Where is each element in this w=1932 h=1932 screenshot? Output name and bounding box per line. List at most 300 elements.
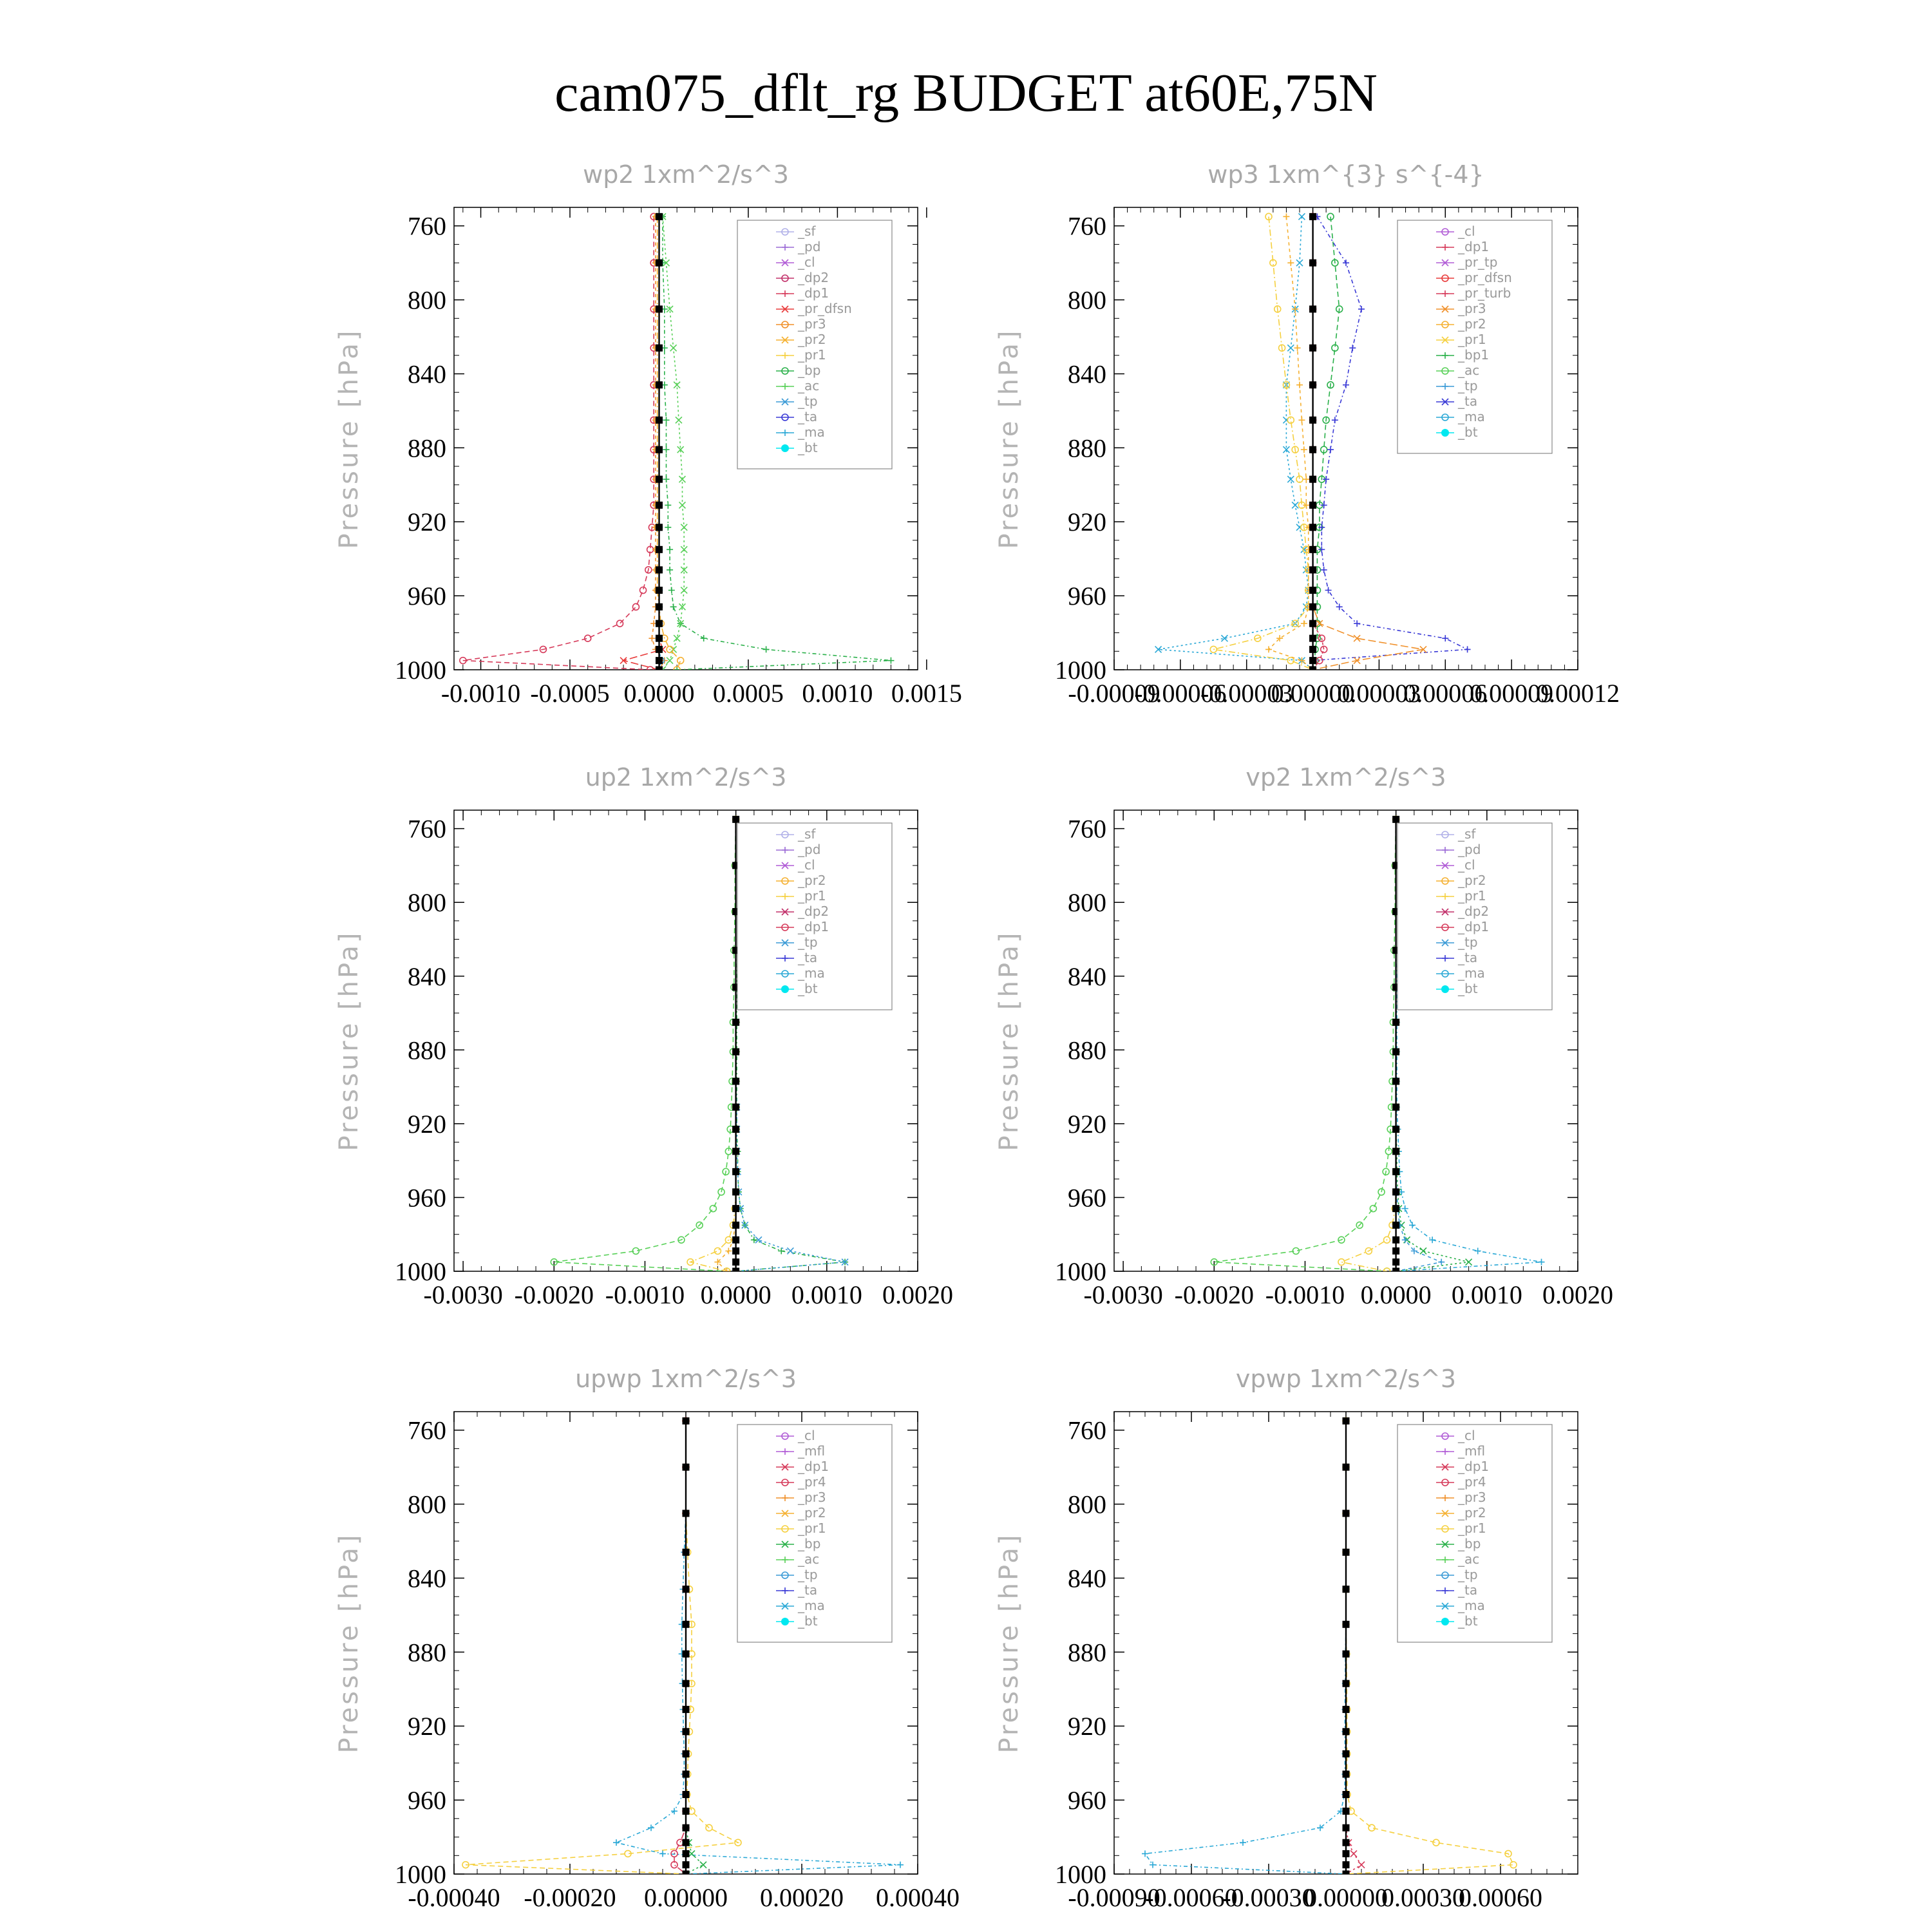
x-tick-label: -0.00040 bbox=[408, 1883, 500, 1912]
data-point bbox=[1442, 635, 1448, 641]
data-point bbox=[1343, 1417, 1349, 1424]
y-tick-label: 840 bbox=[1068, 1564, 1106, 1593]
legend-entry: _pr3 bbox=[1458, 301, 1486, 316]
data-point bbox=[683, 1871, 689, 1877]
data-point bbox=[1310, 476, 1316, 482]
data-point bbox=[1393, 1019, 1399, 1025]
data-point bbox=[1475, 1247, 1481, 1254]
legend-entry: _cl bbox=[798, 254, 815, 270]
data-point bbox=[1393, 1268, 1399, 1274]
data-point bbox=[667, 567, 673, 573]
legend bbox=[1397, 1425, 1552, 1642]
data-point bbox=[1310, 306, 1316, 312]
y-tick-label: 840 bbox=[408, 359, 446, 389]
series-line-pr_dfsn bbox=[623, 216, 663, 670]
x-tick-label: 0.0010 bbox=[1451, 1280, 1522, 1309]
data-point bbox=[733, 1236, 739, 1243]
legend-entry: _pr1 bbox=[1458, 888, 1486, 904]
legend-entry: _pd bbox=[1458, 842, 1481, 857]
y-tick-label: 800 bbox=[408, 285, 446, 315]
data-point bbox=[663, 446, 670, 453]
y-tick-label: 1000 bbox=[395, 1860, 446, 1889]
data-point bbox=[1343, 1586, 1349, 1593]
series-line-ac bbox=[663, 216, 684, 670]
data-point bbox=[674, 635, 680, 641]
legend-entry: _ma bbox=[798, 965, 825, 981]
data-point bbox=[1294, 345, 1301, 351]
data-point bbox=[681, 524, 687, 531]
data-point bbox=[1343, 1750, 1349, 1757]
data-point bbox=[1343, 1850, 1349, 1857]
series-line-dp1 bbox=[1346, 1421, 1361, 1874]
data-point bbox=[1310, 603, 1316, 610]
y-tick-label: 880 bbox=[408, 1638, 446, 1667]
legend-entry: _pr2 bbox=[798, 332, 826, 347]
legend-entry: _ta bbox=[798, 950, 818, 965]
data-point bbox=[1393, 1126, 1399, 1132]
legend-entry: _pr1 bbox=[798, 347, 826, 363]
legend bbox=[737, 1425, 892, 1642]
data-point bbox=[733, 816, 739, 822]
data-point bbox=[1393, 1048, 1399, 1055]
data-point bbox=[683, 1808, 689, 1814]
legend-entry: _sf bbox=[798, 826, 816, 842]
series-line-pr1 bbox=[1341, 819, 1396, 1271]
x-tick-label: 0.0015 bbox=[891, 679, 962, 708]
x-tick-label: 0.00003 bbox=[1337, 679, 1421, 708]
data-point bbox=[681, 587, 687, 594]
legend-entry: _mfl bbox=[798, 1443, 826, 1459]
x-tick-label: 0.00040 bbox=[876, 1883, 960, 1912]
x-tick-label: 0.00012 bbox=[1536, 679, 1620, 708]
legend-entry: _cl bbox=[798, 1428, 815, 1443]
x-tick-label: -0.0010 bbox=[605, 1280, 685, 1309]
y-axis-label: Pressure [hPa] bbox=[994, 328, 1024, 549]
legend-entry: _ma bbox=[1458, 409, 1485, 424]
data-point bbox=[1393, 1078, 1399, 1084]
data-point bbox=[656, 446, 662, 453]
legend-entry: _pr1 bbox=[798, 1520, 826, 1536]
data-point bbox=[1310, 587, 1316, 594]
data-point bbox=[1358, 306, 1365, 312]
data-point bbox=[1283, 213, 1289, 220]
data-point bbox=[733, 1168, 739, 1175]
data-point bbox=[1343, 1549, 1349, 1555]
data-point bbox=[1287, 345, 1294, 351]
legend-entry: _dp1 bbox=[1458, 919, 1490, 934]
data-point bbox=[1343, 1680, 1349, 1687]
x-tick-label: -0.00020 bbox=[524, 1883, 616, 1912]
legend-entry: _dp2 bbox=[798, 270, 829, 285]
data-point bbox=[1327, 446, 1334, 453]
x-tick-label: -0.0020 bbox=[1174, 1280, 1254, 1309]
x-tick-label: -0.0005 bbox=[530, 679, 610, 708]
data-point bbox=[670, 603, 677, 610]
data-point bbox=[733, 1078, 739, 1084]
data-point bbox=[683, 1651, 689, 1657]
data-point bbox=[1298, 213, 1305, 220]
legend-entry: _pr1 bbox=[798, 888, 826, 904]
legend-entry: _ac bbox=[1458, 363, 1480, 378]
figure-title: cam075_dflt_rg BUDGET at60E,75N bbox=[554, 63, 1378, 123]
data-point bbox=[701, 635, 707, 641]
y-tick-label: 960 bbox=[408, 1183, 446, 1213]
x-tick-label: 0.00060 bbox=[1459, 1883, 1542, 1912]
legend-entry: _pd bbox=[798, 842, 821, 857]
chart-panel-4 bbox=[994, 763, 1613, 1309]
panel-title: vpwp 1xm^2/s^3 bbox=[1235, 1365, 1457, 1393]
data-point bbox=[679, 476, 685, 482]
panel-title: wp3 1xm^{3} s^{-4} bbox=[1208, 160, 1484, 189]
legend-entry: _ta bbox=[798, 1582, 818, 1598]
data-point bbox=[1539, 1259, 1545, 1265]
data-point bbox=[1464, 646, 1471, 652]
data-point bbox=[733, 1247, 739, 1254]
data-point bbox=[887, 658, 894, 664]
legend-entry: _cl bbox=[1458, 223, 1475, 239]
legend-entry: _cl bbox=[1458, 1428, 1475, 1443]
data-point bbox=[733, 1048, 739, 1055]
data-point bbox=[1310, 667, 1316, 673]
y-tick-label: 760 bbox=[1068, 211, 1106, 241]
y-tick-label: 960 bbox=[1068, 1183, 1106, 1213]
data-point bbox=[668, 587, 675, 594]
data-point bbox=[1393, 1104, 1399, 1110]
legend-entry: _bt bbox=[1458, 981, 1478, 996]
data-point bbox=[1310, 417, 1316, 423]
y-axis-label: Pressure [hPa] bbox=[334, 328, 364, 549]
y-tick-label: 960 bbox=[408, 582, 446, 611]
data-point bbox=[671, 1808, 677, 1814]
y-tick-label: 880 bbox=[1068, 1638, 1106, 1667]
data-point bbox=[1343, 1808, 1349, 1814]
data-point bbox=[1343, 1621, 1349, 1627]
data-point bbox=[656, 502, 662, 508]
y-tick-label: 800 bbox=[408, 888, 446, 918]
legend bbox=[737, 823, 892, 1010]
data-point bbox=[778, 1247, 784, 1254]
data-point bbox=[1438, 1259, 1444, 1265]
data-point bbox=[677, 658, 684, 664]
panel-title: vp2 1xm^2/s^3 bbox=[1245, 763, 1446, 791]
data-point bbox=[1393, 1247, 1399, 1254]
y-tick-label: 920 bbox=[408, 1712, 446, 1741]
legend-entry: _dp2 bbox=[798, 904, 829, 919]
data-point bbox=[733, 1104, 739, 1110]
data-point bbox=[1343, 1871, 1349, 1877]
legend-entry: _ac bbox=[798, 1551, 820, 1567]
data-point bbox=[1321, 567, 1327, 573]
series-line-pr1 bbox=[690, 819, 736, 1271]
legend-marker bbox=[1441, 429, 1449, 437]
data-point bbox=[1310, 567, 1316, 573]
panel-title: up2 1xm^2/s^3 bbox=[585, 763, 787, 791]
y-tick-label: 760 bbox=[408, 814, 446, 844]
legend-marker bbox=[1441, 1618, 1449, 1625]
legend-entry: _pr_dfsn bbox=[1458, 270, 1512, 285]
legend-entry: _dp2 bbox=[1458, 904, 1490, 919]
legend-entry: _mfl bbox=[1458, 1443, 1486, 1459]
legend-entry: _pr1 bbox=[1458, 332, 1486, 347]
data-point bbox=[1310, 260, 1316, 266]
x-tick-label: 0.00000 bbox=[1271, 679, 1355, 708]
data-point bbox=[1310, 635, 1316, 641]
data-point bbox=[613, 1839, 620, 1846]
x-tick-label: 0.00009 bbox=[1470, 679, 1554, 708]
data-point bbox=[683, 1862, 689, 1868]
y-tick-label: 920 bbox=[1068, 1712, 1106, 1741]
y-tick-label: 920 bbox=[408, 1109, 446, 1139]
legend-entry: _pr3 bbox=[798, 1490, 826, 1505]
series-line-pr2 bbox=[658, 216, 681, 670]
legend-entry: _pr_dfsn bbox=[798, 301, 852, 316]
legend-marker bbox=[781, 1618, 789, 1625]
data-point bbox=[1349, 345, 1356, 351]
legend-marker bbox=[781, 444, 789, 452]
data-point bbox=[656, 213, 662, 220]
legend-entry: _bp bbox=[1458, 1536, 1481, 1551]
legend-entry: _sf bbox=[798, 223, 816, 239]
legend-entry: _ta bbox=[1458, 1582, 1478, 1598]
legend-entry: _ma bbox=[1458, 1598, 1485, 1613]
data-point bbox=[665, 524, 671, 531]
y-tick-label: 920 bbox=[1068, 1109, 1106, 1139]
data-point bbox=[733, 1126, 739, 1132]
data-point bbox=[683, 1706, 689, 1712]
legend-entry: _ta bbox=[798, 409, 818, 424]
data-point bbox=[1301, 620, 1307, 627]
y-tick-label: 1000 bbox=[395, 656, 446, 685]
legend-entry: _tp bbox=[798, 1567, 818, 1582]
data-point bbox=[617, 620, 623, 627]
data-point bbox=[656, 524, 662, 531]
legend-entry: _pr2 bbox=[1458, 873, 1486, 888]
data-point bbox=[656, 306, 662, 312]
data-point bbox=[648, 1824, 654, 1831]
legend-entry: _pr4 bbox=[1458, 1474, 1486, 1490]
data-point bbox=[683, 1621, 689, 1627]
legend-entry: _bp1 bbox=[1458, 347, 1490, 363]
chart-panel-5 bbox=[334, 1365, 960, 1912]
data-point bbox=[1402, 1206, 1408, 1212]
y-tick-label: 800 bbox=[408, 1490, 446, 1519]
legend-entry: _pr_turb bbox=[1458, 285, 1511, 301]
data-point bbox=[1343, 1510, 1349, 1517]
data-point bbox=[683, 1850, 689, 1857]
data-point bbox=[663, 476, 670, 482]
x-tick-label: 0.0010 bbox=[802, 679, 873, 708]
legend-entry: _dp1 bbox=[798, 285, 829, 301]
y-tick-label: 760 bbox=[1068, 814, 1106, 844]
y-tick-label: 880 bbox=[408, 1036, 446, 1065]
data-point bbox=[710, 1206, 716, 1212]
y-tick-label: 960 bbox=[1068, 582, 1106, 611]
legend-entry: _tp bbox=[798, 934, 818, 950]
chart-panel-1 bbox=[334, 160, 962, 708]
y-tick-label: 1000 bbox=[395, 1257, 446, 1286]
data-point bbox=[1310, 546, 1316, 553]
data-point bbox=[1393, 816, 1399, 822]
series-line-dp1 bbox=[554, 819, 735, 1271]
x-tick-label: -0.0030 bbox=[1083, 1280, 1163, 1309]
data-point bbox=[665, 502, 671, 508]
data-point bbox=[1310, 620, 1316, 627]
data-point bbox=[1142, 1850, 1148, 1857]
x-tick-label: 0.0000 bbox=[1360, 1280, 1432, 1309]
x-tick-label: -0.00006 bbox=[1134, 679, 1227, 708]
data-point bbox=[681, 546, 687, 553]
legend-entry: _dp1 bbox=[798, 1459, 829, 1474]
data-point bbox=[1310, 446, 1316, 453]
x-tick-label: -0.00009 bbox=[1068, 679, 1160, 708]
series-line-dp1 bbox=[1214, 819, 1396, 1271]
legend-entry: _bt bbox=[798, 1613, 818, 1629]
y-tick-label: 760 bbox=[408, 211, 446, 241]
data-point bbox=[683, 1417, 689, 1424]
data-point bbox=[656, 546, 662, 553]
data-point bbox=[683, 1728, 689, 1735]
data-point bbox=[1393, 1206, 1399, 1212]
data-point bbox=[1393, 1259, 1399, 1265]
data-point bbox=[656, 567, 662, 573]
legend-entry: _pr4 bbox=[798, 1474, 826, 1490]
legend-entry: _cl bbox=[1458, 857, 1475, 873]
x-tick-label: -0.0010 bbox=[440, 679, 521, 708]
y-tick-label: 920 bbox=[408, 507, 446, 537]
data-point bbox=[733, 1148, 739, 1155]
data-point bbox=[1287, 658, 1294, 664]
data-point bbox=[1303, 476, 1309, 482]
y-axis-label: Pressure [hPa] bbox=[334, 1532, 364, 1754]
y-axis-label: Pressure [hPa] bbox=[334, 930, 364, 1151]
legend-entry: _ac bbox=[798, 378, 820, 393]
x-tick-label: 0.0000 bbox=[700, 1280, 772, 1309]
legend-entry: _bt bbox=[798, 981, 818, 996]
data-point bbox=[683, 1839, 689, 1846]
legend-entry: _ta bbox=[1458, 393, 1478, 409]
legend-entry: _ta bbox=[1458, 950, 1478, 965]
series-line-dp1 bbox=[674, 1421, 686, 1874]
y-tick-label: 920 bbox=[1068, 507, 1106, 537]
panel-title: upwp 1xm^2/s^3 bbox=[575, 1365, 797, 1393]
data-point bbox=[1358, 1862, 1365, 1868]
x-tick-label: 0.00020 bbox=[760, 1883, 844, 1912]
data-point bbox=[1370, 1206, 1376, 1212]
data-point bbox=[1292, 502, 1298, 508]
legend-entry: _dp1 bbox=[1458, 239, 1490, 254]
data-point bbox=[670, 345, 677, 351]
legend-entry: _ac bbox=[1458, 1551, 1480, 1567]
data-point bbox=[683, 1680, 689, 1687]
legend-entry: _bt bbox=[1458, 424, 1478, 440]
series-line-pr2 bbox=[717, 819, 735, 1271]
legend-entry: _bp bbox=[798, 1536, 821, 1551]
y-axis-label: Pressure [hPa] bbox=[994, 930, 1024, 1151]
data-point bbox=[1343, 1728, 1349, 1735]
series-line-ma bbox=[1159, 216, 1313, 670]
data-point bbox=[1393, 1189, 1399, 1195]
data-point bbox=[1310, 382, 1316, 388]
y-tick-label: 840 bbox=[1068, 961, 1106, 991]
data-point bbox=[1343, 1651, 1349, 1657]
data-point bbox=[700, 1862, 706, 1868]
legend-entry: _pr2 bbox=[1458, 316, 1486, 332]
legend-entry: _pr2 bbox=[798, 873, 826, 888]
data-point bbox=[683, 1510, 689, 1517]
data-point bbox=[679, 502, 685, 508]
legend bbox=[737, 220, 892, 469]
data-point bbox=[683, 1586, 689, 1593]
data-point bbox=[656, 587, 662, 594]
y-tick-label: 840 bbox=[408, 1564, 446, 1593]
data-point bbox=[1296, 260, 1303, 266]
data-point bbox=[656, 667, 662, 673]
x-tick-label: 0.0020 bbox=[882, 1280, 953, 1309]
chart-panels bbox=[334, 160, 1620, 1912]
data-point bbox=[1332, 417, 1338, 423]
data-point bbox=[683, 1771, 689, 1777]
data-point bbox=[683, 1824, 689, 1831]
x-tick-label: -0.0020 bbox=[514, 1280, 594, 1309]
data-point bbox=[1343, 1792, 1349, 1798]
data-point bbox=[733, 1189, 739, 1195]
data-point bbox=[1409, 1222, 1416, 1228]
y-tick-label: 840 bbox=[1068, 359, 1106, 389]
legend-marker bbox=[1441, 985, 1449, 993]
data-point bbox=[659, 1850, 666, 1857]
legend-entry: _pr2 bbox=[1458, 1505, 1486, 1520]
data-point bbox=[1343, 1771, 1349, 1777]
data-point bbox=[787, 1247, 793, 1254]
data-point bbox=[667, 546, 673, 553]
data-point bbox=[1301, 446, 1307, 453]
y-tick-label: 760 bbox=[408, 1416, 446, 1445]
data-point bbox=[656, 476, 662, 482]
legend-entry: _bt bbox=[1458, 1613, 1478, 1629]
legend-entry: _dp1 bbox=[1458, 1459, 1490, 1474]
data-point bbox=[1393, 1236, 1399, 1243]
data-point bbox=[683, 1792, 689, 1798]
x-tick-label: -0.00003 bbox=[1200, 679, 1293, 708]
data-point bbox=[674, 382, 680, 388]
data-point bbox=[585, 635, 591, 641]
data-point bbox=[1265, 646, 1272, 652]
legend-entry: _pr3 bbox=[798, 316, 826, 332]
legend-entry: _bp bbox=[798, 363, 821, 378]
y-tick-label: 800 bbox=[1068, 1490, 1106, 1519]
legend-entry: _ma bbox=[798, 1598, 825, 1613]
data-point bbox=[733, 1206, 739, 1212]
series-line-pr1 bbox=[466, 1421, 738, 1874]
data-point bbox=[1325, 587, 1332, 594]
y-tick-label: 880 bbox=[1068, 1036, 1106, 1065]
data-point bbox=[733, 1019, 739, 1025]
panel-title: wp2 1xm^2/s^3 bbox=[583, 160, 789, 189]
legend bbox=[1397, 823, 1552, 1010]
data-point bbox=[1310, 345, 1316, 351]
data-point bbox=[1240, 1839, 1246, 1846]
data-point bbox=[1343, 1824, 1349, 1831]
x-tick-label: 0.00030 bbox=[1381, 1883, 1465, 1912]
y-tick-label: 1000 bbox=[1055, 1257, 1106, 1286]
data-point bbox=[1343, 1706, 1349, 1712]
data-point bbox=[1310, 658, 1316, 664]
data-point bbox=[640, 587, 647, 594]
data-point bbox=[1310, 524, 1316, 531]
data-point bbox=[1393, 1168, 1399, 1175]
data-point bbox=[1296, 382, 1303, 388]
legend-entry: _pr2 bbox=[798, 1505, 826, 1520]
